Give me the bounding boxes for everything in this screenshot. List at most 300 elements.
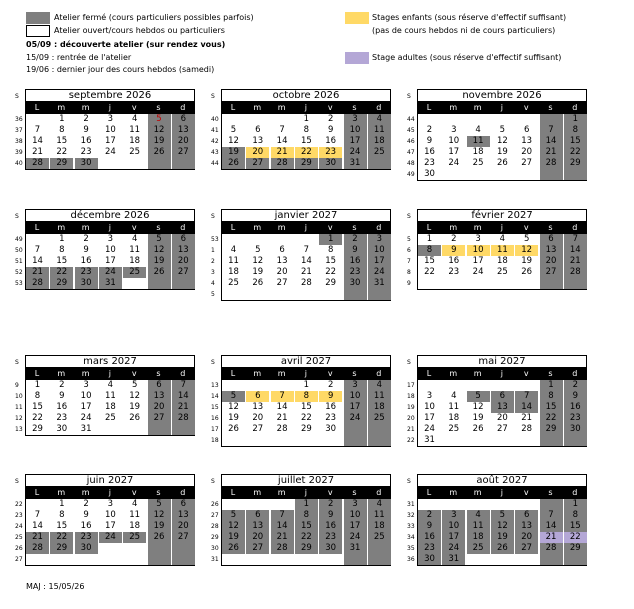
legend-open-swatch xyxy=(26,25,50,37)
month-title: septembre 2026 xyxy=(25,89,195,102)
day-cell: 27 xyxy=(246,158,269,169)
legend-kids-note: (pas de cours hebdos ni de cours particuliers) xyxy=(372,26,556,35)
weekday-header xyxy=(25,368,195,379)
empty-weekend-cell xyxy=(368,543,391,554)
day-cell: 24 xyxy=(344,413,367,424)
day-cell: 14 xyxy=(276,402,288,412)
month-title: février 2027 xyxy=(417,209,587,222)
empty-weekend-cell xyxy=(344,435,367,446)
weekday-label: d xyxy=(376,369,382,378)
day-cell: 9 xyxy=(83,125,89,135)
day-cell: 9 xyxy=(319,510,342,521)
day-cell: 28 xyxy=(276,424,288,434)
day-cell: 18 xyxy=(129,136,141,146)
day-cell: 31 xyxy=(99,278,122,289)
weekday-label: L xyxy=(230,369,236,378)
day-cell: 7 xyxy=(34,510,41,520)
day-cell: 29 xyxy=(50,158,73,169)
week-number: 20 xyxy=(407,415,415,422)
day-cell: 18 xyxy=(368,521,391,532)
week-number: 30 xyxy=(211,545,219,552)
day-cell: 13 xyxy=(246,521,269,532)
day-cell: 6 xyxy=(491,391,514,402)
day-cell: 13 xyxy=(172,125,195,136)
day-cell: 29 xyxy=(325,278,337,288)
day-cell: 15 xyxy=(540,402,563,413)
day-cell: 14 xyxy=(32,256,43,266)
day-cell: 5 xyxy=(467,391,490,402)
day-cell: 17 xyxy=(104,521,116,531)
day-cell: 1 xyxy=(564,499,587,510)
weekday-header xyxy=(25,487,195,498)
day-cell: 30 xyxy=(75,543,98,554)
month-title: décembre 2026 xyxy=(25,209,195,222)
day-cell: 10 xyxy=(104,125,116,135)
day-cell: 23 xyxy=(319,532,342,543)
day-cell: 2 xyxy=(426,125,433,135)
day-cell: 5 xyxy=(131,380,138,390)
day-cell: 24 xyxy=(424,424,435,434)
day-cell: 11 xyxy=(467,521,490,532)
day-cell: 30 xyxy=(424,169,435,179)
week-number: 44 xyxy=(211,160,219,167)
day-cell: 23 xyxy=(564,413,587,424)
week-number: 53 xyxy=(15,280,23,287)
weekday-header xyxy=(25,222,195,233)
day-cell: 9 xyxy=(426,136,433,146)
week-number: 52 xyxy=(15,269,23,276)
day-cell: 7 xyxy=(279,125,285,135)
day-cell: 28 xyxy=(26,543,49,554)
day-cell: 5 xyxy=(148,234,171,245)
day-cell: 11 xyxy=(467,136,490,147)
empty-weekend-cell xyxy=(368,554,391,565)
day-cell: 20 xyxy=(246,532,269,543)
empty-weekend-cell xyxy=(148,424,171,435)
empty-weekend-cell xyxy=(540,554,563,565)
day-cell: 14 xyxy=(300,256,312,266)
empty-weekend-cell xyxy=(172,543,195,554)
week-number: 13 xyxy=(15,426,23,433)
day-cell: 1 xyxy=(303,114,310,124)
weekday-label: m xyxy=(253,103,262,112)
week-number: 35 xyxy=(407,545,415,552)
day-cell: 22 xyxy=(325,267,337,277)
weekday-label: v xyxy=(523,488,529,497)
day-cell: 5 xyxy=(491,510,514,521)
day-cell: 8 xyxy=(34,391,41,401)
weekday-label: s xyxy=(548,488,553,497)
week-label: S xyxy=(211,359,215,366)
week-number: 5 xyxy=(407,236,411,243)
day-cell: 27 xyxy=(172,147,195,158)
day-cell: 23 xyxy=(418,543,441,554)
day-cell: 10 xyxy=(344,391,367,402)
week-number: 18 xyxy=(211,437,219,444)
day-cell: 6 xyxy=(255,125,261,135)
day-cell: 26 xyxy=(222,543,245,554)
day-cell: 1 xyxy=(59,499,65,509)
day-cell: 22 xyxy=(564,147,587,158)
day-cell: 19 xyxy=(148,136,171,147)
legend-last-day: 19/06 : dernier jour des cours hebdos (samedi) xyxy=(26,65,215,74)
day-cell: 22 xyxy=(56,147,68,157)
day-cell: 18 xyxy=(129,521,141,531)
day-cell: 24 xyxy=(472,267,484,277)
day-cell: 18 xyxy=(129,256,141,266)
weekday-label: d xyxy=(376,103,382,112)
week-number: 4 xyxy=(211,280,215,287)
day-cell: 11 xyxy=(129,125,141,135)
day-cell: 7 xyxy=(271,510,294,521)
empty-weekend-cell xyxy=(540,169,563,180)
weekday-label: m xyxy=(277,369,286,378)
day-cell: 13 xyxy=(540,245,563,256)
empty-weekend-cell xyxy=(564,554,587,565)
day-cell: 14 xyxy=(271,521,294,532)
day-cell: 8 xyxy=(327,245,334,255)
day-cell: 5 xyxy=(222,510,245,521)
week-number: 41 xyxy=(211,127,219,134)
day-cell: 12 xyxy=(515,245,538,256)
day-cell: 21 xyxy=(276,413,288,423)
day-cell: 1 xyxy=(59,234,65,244)
day-cell: 26 xyxy=(148,147,171,158)
empty-weekend-cell xyxy=(540,435,563,446)
day-cell: 29 xyxy=(540,424,563,435)
week-number: 36 xyxy=(15,116,23,123)
day-cell: 1 xyxy=(59,114,65,124)
day-cell: 29 xyxy=(295,158,318,169)
empty-weekend-cell xyxy=(148,278,171,289)
weekday-label: d xyxy=(180,488,186,497)
weekday-label: v xyxy=(327,369,333,378)
month-title: août 2027 xyxy=(417,474,587,487)
day-cell: 23 xyxy=(424,158,435,168)
day-cell: 1 xyxy=(34,380,41,390)
day-cell: 25 xyxy=(228,278,239,288)
weekday-header xyxy=(221,368,391,379)
empty-weekend-cell xyxy=(172,554,195,565)
day-cell: 26 xyxy=(491,543,514,554)
day-cell: 29 xyxy=(50,278,73,289)
day-cell: 15 xyxy=(564,136,587,147)
day-cell: 24 xyxy=(442,543,465,554)
weekday-label: v xyxy=(131,369,137,378)
day-cell: 17 xyxy=(80,402,92,412)
day-cell: 27 xyxy=(172,267,195,278)
day-cell: 21 xyxy=(540,147,563,158)
day-cell: 13 xyxy=(252,136,264,146)
day-cell: 22 xyxy=(424,267,435,277)
day-cell: 1 xyxy=(564,114,587,125)
day-cell: 30 xyxy=(344,278,367,289)
day-cell: 25 xyxy=(368,413,391,424)
week-number: 43 xyxy=(211,149,219,156)
empty-weekend-cell xyxy=(344,289,367,300)
day-cell: 24 xyxy=(344,147,367,158)
day-cell: 6 xyxy=(172,114,195,125)
day-cell: 10 xyxy=(80,391,92,401)
empty-weekend-cell xyxy=(344,554,367,565)
day-cell: 21 xyxy=(564,256,587,267)
weekday-label: L xyxy=(230,488,236,497)
weekday-label: s xyxy=(548,369,553,378)
day-cell: 30 xyxy=(418,554,441,565)
day-cell: 2 xyxy=(327,114,334,124)
weekday-label: L xyxy=(34,103,40,112)
day-cell: 3 xyxy=(475,234,481,244)
day-cell: 3 xyxy=(107,499,114,509)
day-cell: 18 xyxy=(104,402,116,412)
day-cell: 18 xyxy=(496,256,508,266)
day-cell: 11 xyxy=(368,125,391,136)
day-cell: 28 xyxy=(172,413,195,424)
day-cell: 29 xyxy=(50,543,73,554)
day-cell: 11 xyxy=(129,510,141,520)
weekday-label: m xyxy=(449,488,458,497)
day-cell: 22 xyxy=(50,532,73,543)
weekday-label: m xyxy=(473,369,482,378)
day-cell: 17 xyxy=(472,256,484,266)
week-number: 33 xyxy=(407,523,415,530)
day-cell: 14 xyxy=(32,136,43,146)
day-cell: 4 xyxy=(475,125,481,135)
weekday-label: d xyxy=(180,103,186,112)
weekday-label: v xyxy=(327,223,333,232)
day-cell: 1 xyxy=(295,499,318,510)
day-cell: 23 xyxy=(344,267,367,278)
day-cell: 19 xyxy=(148,521,171,532)
day-cell: 25 xyxy=(368,147,391,158)
day-cell: 6 xyxy=(279,245,285,255)
week-number: 37 xyxy=(15,127,23,134)
day-cell: 10 xyxy=(344,125,367,136)
day-cell: 6 xyxy=(172,499,195,510)
week-number: 19 xyxy=(407,404,415,411)
day-cell: 13 xyxy=(521,136,533,146)
week-number: 16 xyxy=(211,415,219,422)
week-number: 15 xyxy=(211,404,219,411)
day-cell: 12 xyxy=(148,245,171,256)
day-cell: 25 xyxy=(448,424,460,434)
day-cell: 21 xyxy=(540,532,563,543)
week-number: 11 xyxy=(15,404,23,411)
week-number: 38 xyxy=(15,138,23,145)
weekday-label: d xyxy=(376,488,382,497)
weekday-label: m xyxy=(449,103,458,112)
empty-weekend-cell xyxy=(368,289,391,300)
day-cell: 12 xyxy=(491,521,514,532)
weekday-label: s xyxy=(156,488,161,497)
day-cell: 9 xyxy=(59,391,65,401)
day-cell: 29 xyxy=(564,543,587,554)
day-cell: 17 xyxy=(104,256,116,266)
weekday-label: m xyxy=(81,369,90,378)
day-cell: 4 xyxy=(107,380,114,390)
day-cell: 13 xyxy=(515,521,538,532)
day-cell: 14 xyxy=(515,402,538,413)
day-cell: 13 xyxy=(276,256,288,266)
empty-weekend-cell xyxy=(172,424,195,435)
day-cell: 18 xyxy=(448,413,460,423)
weekday-header xyxy=(417,487,587,498)
legend-open: Atelier ouvert/cours hebdos ou particuliers xyxy=(54,26,225,35)
week-number: 1 xyxy=(211,247,215,254)
week-number: 42 xyxy=(211,138,219,145)
day-cell: 8 xyxy=(295,391,318,402)
weekday-label: m xyxy=(253,488,262,497)
week-number: 22 xyxy=(15,501,23,508)
weekday-label: d xyxy=(572,103,578,112)
weekday-label: d xyxy=(180,369,186,378)
weekday-label: m xyxy=(277,223,286,232)
day-cell: 15 xyxy=(32,402,43,412)
day-cell: 26 xyxy=(222,158,245,169)
day-cell: 5 xyxy=(230,125,237,135)
week-number: 49 xyxy=(15,236,23,243)
day-cell: 27 xyxy=(148,413,171,424)
week-number: 26 xyxy=(15,545,23,552)
day-cell: 25 xyxy=(472,158,484,168)
day-cell: 2 xyxy=(327,380,334,390)
weekday-label: s xyxy=(156,223,161,232)
day-cell: 20 xyxy=(246,147,269,158)
empty-weekend-cell xyxy=(564,169,587,180)
day-cell: 30 xyxy=(325,424,337,434)
day-cell: 20 xyxy=(252,413,264,423)
day-cell: 23 xyxy=(75,267,98,278)
day-cell: 3 xyxy=(451,125,457,135)
weekday-label: s xyxy=(352,488,357,497)
empty-weekend-cell xyxy=(540,114,563,125)
weekday-label: d xyxy=(376,223,382,232)
day-cell: 4 xyxy=(131,114,138,124)
weekday-label: s xyxy=(548,223,553,232)
day-cell: 14 xyxy=(540,521,563,532)
week-number: 24 xyxy=(15,523,23,530)
weekday-label: v xyxy=(327,488,333,497)
weekday-label: j xyxy=(108,103,111,112)
day-cell: 13 xyxy=(172,245,195,256)
day-cell: 2 xyxy=(451,234,457,244)
day-cell: 30 xyxy=(75,158,98,169)
day-cell: 17 xyxy=(344,521,367,532)
week-number: 5 xyxy=(211,291,215,298)
day-cell: 4 xyxy=(368,499,391,510)
weekday-label: j xyxy=(304,103,307,112)
day-cell: 3 xyxy=(344,499,367,510)
month-title: juillet 2027 xyxy=(221,474,391,487)
day-cell: 5 xyxy=(499,125,506,135)
day-cell: 6 xyxy=(540,234,563,245)
day-cell: 5 xyxy=(255,245,261,255)
day-cell: 19 xyxy=(521,256,533,266)
week-number: 7 xyxy=(407,258,411,265)
weekday-label: v xyxy=(131,103,137,112)
week-number: 27 xyxy=(15,556,23,563)
day-cell: 4 xyxy=(368,380,391,391)
week-number: 2 xyxy=(211,258,215,265)
week-number: 36 xyxy=(407,556,415,563)
weekday-label: L xyxy=(426,369,432,378)
week-number: 3 xyxy=(211,269,215,276)
day-cell: 12 xyxy=(472,402,484,412)
day-cell: 10 xyxy=(104,510,116,520)
week-number: 9 xyxy=(15,382,19,389)
day-cell: 10 xyxy=(448,136,460,146)
day-cell: 9 xyxy=(418,521,441,532)
weekday-label: v xyxy=(523,103,529,112)
day-cell: 16 xyxy=(424,147,435,157)
week-label: S xyxy=(211,478,215,485)
day-cell: 8 xyxy=(564,510,587,521)
empty-weekend-cell xyxy=(564,435,587,446)
day-cell: 17 xyxy=(448,147,460,157)
day-cell: 18 xyxy=(467,532,490,543)
day-cell: 17 xyxy=(424,413,435,423)
week-label: S xyxy=(15,93,19,100)
week-number: 31 xyxy=(211,556,219,563)
day-cell: 14 xyxy=(32,521,43,531)
day-cell: 23 xyxy=(448,267,460,277)
week-number: 28 xyxy=(211,523,219,530)
day-cell: 11 xyxy=(491,245,514,256)
day-cell: 15 xyxy=(325,256,337,266)
legend-discovery: 05/09 : découverte atelier (sur rendez vous) xyxy=(26,40,226,49)
weekday-label: v xyxy=(131,488,137,497)
day-cell: 22 xyxy=(50,267,73,278)
day-cell: 24 xyxy=(99,267,122,278)
day-cell: 15 xyxy=(300,402,312,412)
legend-adults-swatch xyxy=(345,52,369,64)
day-cell: 27 xyxy=(172,532,195,543)
day-cell: 12 xyxy=(228,136,239,146)
day-cell: 30 xyxy=(75,278,98,289)
day-cell: 31 xyxy=(442,554,465,565)
legend-closed: Atelier fermé (cours particuliers possibles parfois) xyxy=(54,13,254,22)
week-number: 40 xyxy=(15,160,23,167)
day-cell: 21 xyxy=(271,532,294,543)
day-cell: 7 xyxy=(34,125,41,135)
day-cell: 2 xyxy=(564,380,587,391)
day-cell: 19 xyxy=(491,532,514,543)
day-cell: 6 xyxy=(246,510,269,521)
week-number: 46 xyxy=(407,138,415,145)
day-cell: 13 xyxy=(172,510,195,521)
weekday-label: L xyxy=(34,369,40,378)
day-cell: 26 xyxy=(148,267,171,278)
day-cell: 16 xyxy=(80,521,92,531)
weekday-header xyxy=(417,222,587,233)
day-cell: 26 xyxy=(521,267,533,277)
week-number: 21 xyxy=(407,426,415,433)
weekday-label: j xyxy=(304,488,307,497)
empty-weekend-cell xyxy=(148,554,171,565)
weekday-label: m xyxy=(473,488,482,497)
week-label: S xyxy=(15,213,19,220)
week-label: S xyxy=(407,93,411,100)
day-cell: 7 xyxy=(34,245,41,255)
day-cell: 4 xyxy=(467,510,490,521)
weekday-header xyxy=(25,102,195,113)
day-cell: 12 xyxy=(148,510,171,521)
day-cell: 12 xyxy=(129,391,141,401)
day-cell: 7 xyxy=(172,380,195,391)
empty-weekend-cell xyxy=(368,435,391,446)
week-number: 6 xyxy=(407,247,411,254)
day-cell: 23 xyxy=(325,413,337,423)
